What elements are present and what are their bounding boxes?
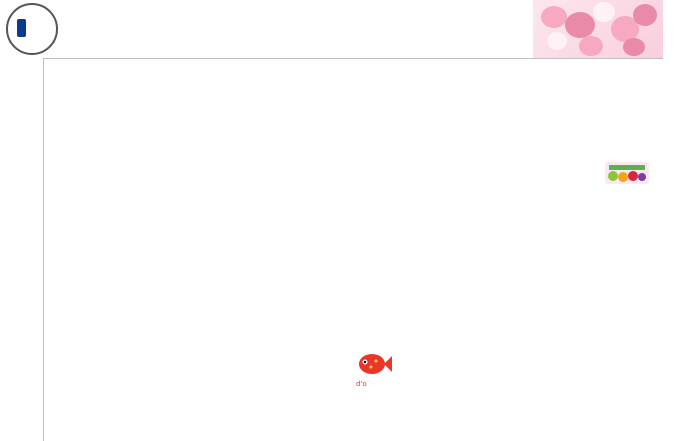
logo-mark-icon xyxy=(17,19,26,37)
logo-ring xyxy=(6,3,58,55)
cherry-blossom-image xyxy=(533,0,663,58)
svg-text:d'o: d'o xyxy=(356,380,367,388)
logo xyxy=(6,3,64,55)
fish-icon xyxy=(352,349,392,389)
fresh-produce-icon xyxy=(605,162,649,184)
